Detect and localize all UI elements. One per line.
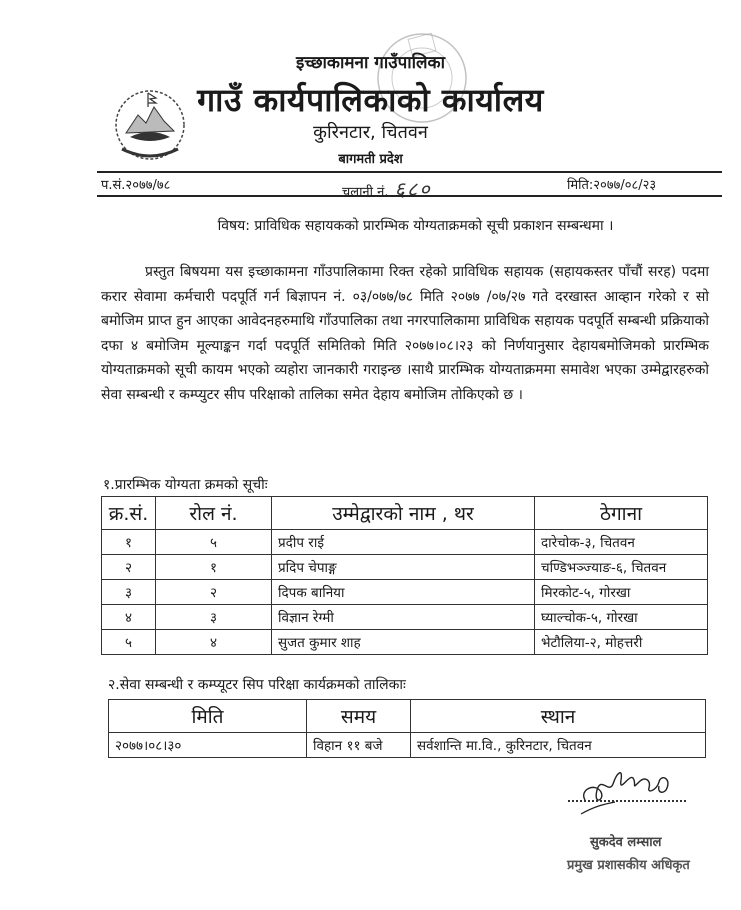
municipality-name: इच्छाकामना गाउँपालिका [295,53,446,73]
cell-sn: २ [102,555,156,580]
dispatch-label: चलानी नं. [342,185,389,200]
header-rule-bottom [97,195,722,197]
table-row [102,580,708,605]
col-header-roll: रोल नं. [156,497,272,530]
cell-name: प्रदीप राई [272,530,535,555]
cell-roll: ५ [156,530,272,555]
col-header-name: उम्मेद्वारको नाम , थर [272,497,535,530]
cell-roll: १ [156,555,272,580]
cell-roll: ३ [156,605,272,630]
cell-address: भेटौलिया-२, मोहत्तरी [535,630,708,655]
dispatch-number: ६८० [394,177,432,201]
table-row [109,733,706,758]
cell-roll: २ [156,580,272,605]
cell-name: सुजत कुमार शाह [272,630,535,655]
cell-venue: सर्वशान्ति मा.वि., कुरिनटार, चितवन [411,733,706,758]
cell-address: घ्याल्चोक-५, गोरखा [535,605,708,630]
office-location: कुरिनटार, चितवन [313,122,428,143]
cell-sn: ३ [102,580,156,605]
table-row [102,605,708,630]
office-title: गाउँ कार्यपालिकाको कार्यालय [197,81,544,119]
col-header-date: मिति [109,700,307,733]
dispatch-ref [342,175,432,202]
col-header-venue: स्थान [411,700,706,733]
col-header-sn: क्र.सं. [102,497,156,530]
signature-icon [575,760,685,820]
section2-title: २.सेवा सम्बन्धी र कम्प्यूटर सिप परिक्षा कार्यक्रमको तालिकाः [108,677,406,693]
table-header-row [102,497,708,530]
col-header-address: ठेगाना [535,497,708,530]
cell-sn: ५ [102,630,156,655]
cell-date: २०७७।०८।३० [109,733,307,758]
table-row [102,530,708,555]
cell-name: प्रदिप चेपाङ्ग [272,555,535,580]
col-header-time: समय [307,700,411,733]
letter-date: मिति:२०७७/०८/२३ [567,178,657,193]
merit-list-table [101,496,708,655]
header-rule-top [97,171,722,173]
section1-title: १.प्रारम्भिक योग्यता क्रमको सूचीः [103,477,268,493]
cell-sn: १ [102,530,156,555]
cell-name: विज्ञान रेग्मी [272,605,535,630]
cell-address: चण्डिभञ्ज्याङ-६, चितवन [535,555,708,580]
table-row [102,555,708,580]
table-header-row [109,700,706,733]
table-row [102,630,708,655]
exam-schedule-table [108,699,706,758]
signature-line [568,800,686,802]
cell-name: दिपक बानिया [272,580,535,605]
fiscal-year-ref: प.सं.२०७७/७८ [101,178,171,193]
province-name: बागमती प्रदेश [338,152,403,167]
cell-address: मिरकोट-५, गोरखा [535,580,708,605]
cell-sn: ४ [102,605,156,630]
signatory-title: प्रमुख प्रशासकीय अधिकृत [567,858,690,873]
signatory-name: सुकदेव लम्साल [590,835,662,850]
cell-roll: ४ [156,630,272,655]
body-paragraph: प्रस्तुत बिषयमा यस इच्छाकामना गाँउपालिकामा रिक्त रहेको प्राविधिक सहायक (सहायकस्तर पाँचौं सरह) पदमा करार सेवामा कर्मचारी पदपूर्ति गर्न बिज्ञापन नं. ०३/०७७/७८ मिति २०७७ /०७/२७ गते दरखास्त आव्हान गरेको र सो बमोजिम प्राप्त हुन आएका आवेदनहरुमाथि गाँउपालिका तथा नगरपालिकामा प्राविधिक सहायक पदपूर्ति सम्बन्धी प्रक्रियाको दफा ४ बमोजिम मूल्याङ्कन गर्दा पदपूर्ति समितिको मिति २०७७।०८।२३ को निर्णयानुसार देहायबमोजिमको प्रारम्भिक योग्यताक्रमको सूची कायम भएको व्यहोरा जानकारी गराइन्छ ।साथै प्रारम्भिक योग्यताक्रममा समावेश भएका उम्मेद्वारहरुको सेवा सम्बन्धी र कम्प्युटर सीप परिक्षाको तालिका समेत देहाय बमोजिम तोकिएको छ । [101,264,709,403]
subject-line: विषय: प्राविधिक सहायकको प्रारम्भिक योग्यताक्रमको सूची प्रकाशन सम्बन्धमा । [217,218,614,234]
cell-address: दारेचोक-३, चितवन [535,530,708,555]
cell-time: विहान ११ बजे [307,733,411,758]
